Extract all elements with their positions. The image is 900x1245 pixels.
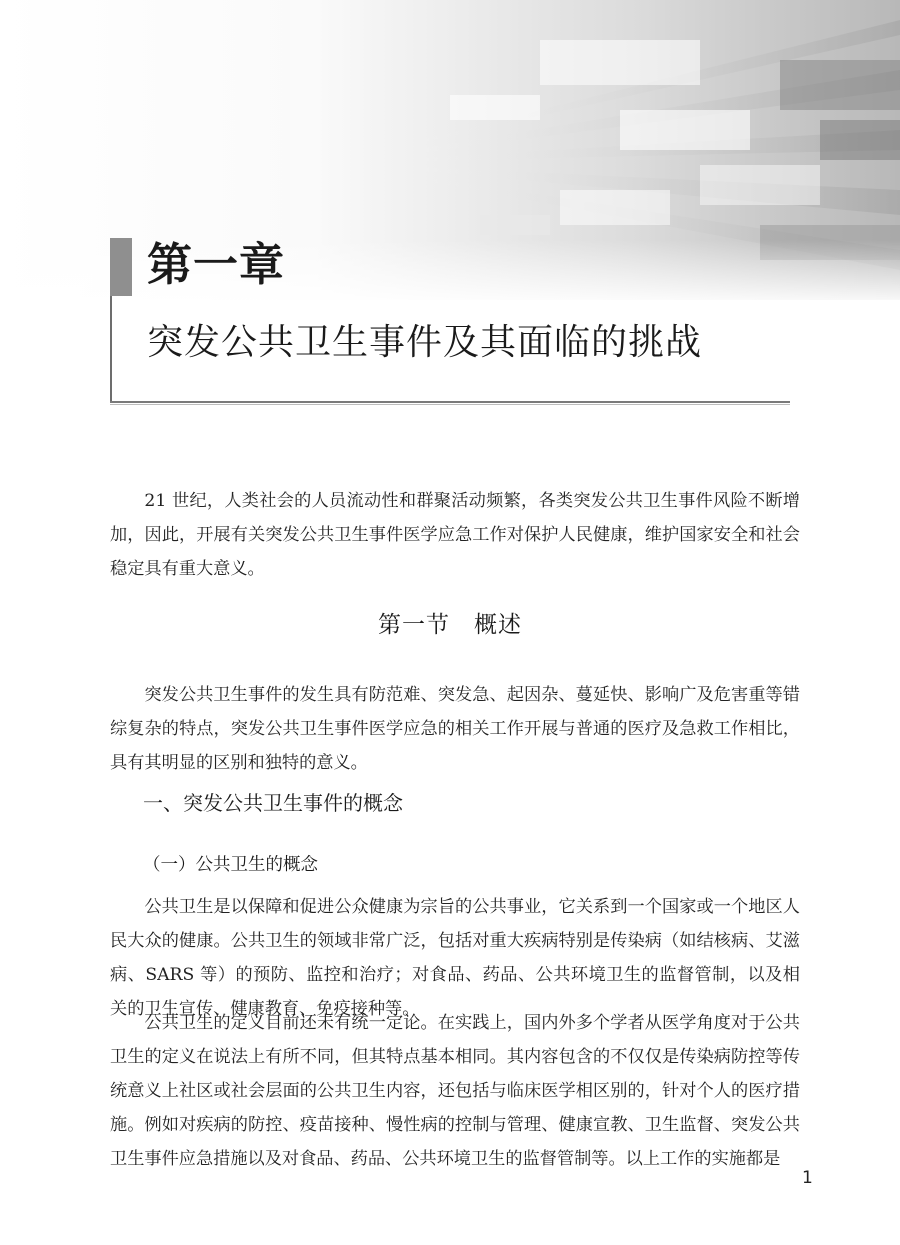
chapter-frame-horizontal-rule	[110, 401, 790, 405]
section-paragraph: 突发公共卫生事件的发生具有防范难、突发急、起因杂、蔓延快、影响广及危害重等错综复杂的特点，突发公共卫生事件医学应急的相关工作开展与普通的医疗及急救工作相比，具有其明显的区别和独特的意义。	[110, 685, 800, 773]
body-paragraph: 公共卫生的定义目前还未有统一定论。在实践上，国内外多个学者从医学角度对于公共卫生的定义在说法上有所不同，但其特点基本相同。其内容包含的不仅仅是传染病防控等传统意义上社区或社会层面的公共卫生内容，还包括与临床医学相区别的，针对个人的医疗措施。例如对疾病的防控、疫苗接种、慢性病的控制与管理、健康宣教、卫生监督、突发公共卫生事件应急措施以及对食品、药品、公共环境卫生的监督管制等。以上工作的实施都是	[110, 1013, 800, 1169]
chapter-accent-bar	[110, 238, 132, 296]
chapter-title: 突发公共卫生事件及其面临的挑战	[147, 322, 703, 363]
chapter-frame-vertical-rule	[110, 296, 112, 404]
intro-paragraph: 21 世纪，人类社会的人员流动性和群聚活动频繁，各类突发公共卫生事件风险不断增加，因此，开展有关突发公共卫生事件医学应急工作对保护人民健康，维护国家安全和社会稳定具有重大意义。	[110, 491, 800, 579]
page-number: 1	[802, 1168, 813, 1188]
section-title: 第一节 概述	[378, 612, 522, 638]
heading-level-1: 一、突发公共卫生事件的概念	[143, 791, 403, 815]
chapter-number: 第一章	[147, 238, 286, 291]
heading-level-2: （一）公共卫生的概念	[143, 855, 318, 875]
body-paragraph: 公共卫生是以保障和促进公众健康为宗旨的公共事业，它关系到一个国家或一个地区人民大众的健康。公共卫生的领域非常广泛，包括对重大疾病特别是传染病（如结核病、艾滋病、SARS 等）的预防、监控和治疗；对食品、药品、公共环境卫生的监督管制，以及相关的卫生宣传、健康教育、免疫接种等。	[110, 897, 800, 1019]
